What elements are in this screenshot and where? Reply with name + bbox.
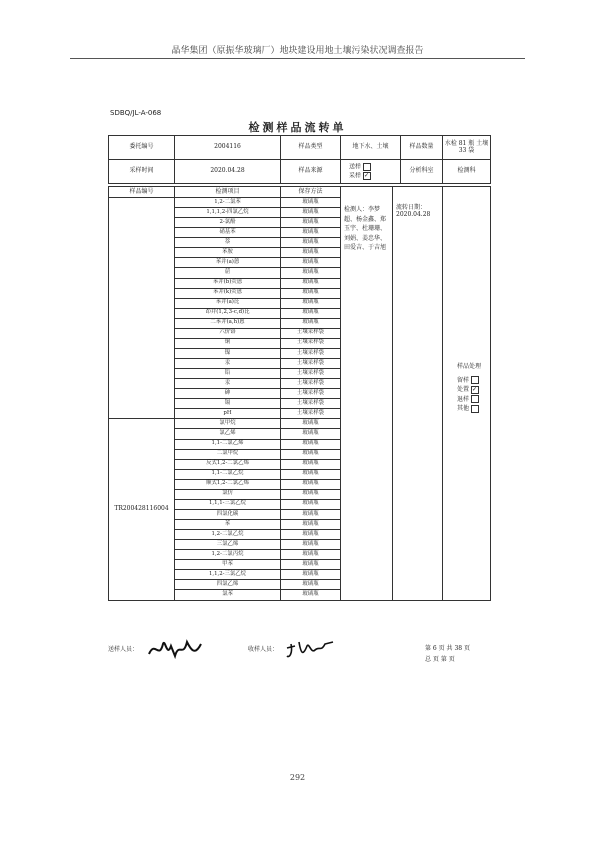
method-cell: 玻璃瓶: [281, 268, 341, 278]
method-cell: 玻璃瓶: [281, 258, 341, 268]
checkbox-send[interactable]: [363, 163, 371, 171]
item-cell: 䓛: [175, 268, 281, 278]
source-label: 样品来源: [281, 160, 341, 184]
method-cell: 土壤采样袋: [281, 409, 341, 419]
method-cell: 玻璃瓶: [281, 198, 341, 208]
item-cell: 1,1-二氯乙烷: [175, 469, 281, 479]
method-cell: 玻璃瓶: [281, 570, 341, 580]
transfer-date-cell: [393, 187, 443, 601]
method-cell: 玻璃瓶: [281, 298, 341, 308]
item-cell: 氯苯: [175, 590, 281, 600]
transfer-date: 2020.04.28: [396, 210, 431, 218]
source-send-label: 送样: [349, 163, 362, 171]
processing-option-label: 处置: [457, 386, 470, 394]
item-cell: 二氯甲烷: [175, 449, 281, 459]
item-cell: 镉: [175, 399, 281, 409]
method-cell: 玻璃瓶: [281, 499, 341, 509]
method-cell: 玻璃瓶: [281, 550, 341, 560]
method-cell: 土壤采样袋: [281, 389, 341, 399]
processing-option-label: 留样: [457, 376, 470, 384]
item-cell: 汞: [175, 379, 281, 389]
method-cell: 玻璃瓶: [281, 540, 341, 550]
processing-option: [457, 404, 490, 414]
method-cell: 玻璃瓶: [281, 580, 341, 590]
item-cell: 茚并(1,2,3-c,d)芘: [175, 308, 281, 318]
item-cell: 四氯化碳: [175, 509, 281, 519]
method-cell: 玻璃瓶: [281, 459, 341, 469]
method-cell: 玻璃瓶: [281, 520, 341, 530]
form-title: 检测样品流转单: [248, 121, 347, 134]
processing-option-label: 退样: [457, 395, 470, 403]
item-cell: 反式1,2-二氯乙烯: [175, 459, 281, 469]
processing-option: [457, 376, 490, 386]
item-cell: 1,1-二氯乙烯: [175, 439, 281, 449]
item-cell: 1,2-二氯乙烷: [175, 530, 281, 540]
item-cell: 1,2-二氯苯: [175, 198, 281, 208]
method-cell: 玻璃瓶: [281, 429, 341, 439]
method-cell: 玻璃瓶: [281, 560, 341, 570]
processing-checkbox[interactable]: [471, 395, 479, 403]
item-cell: 苯并(k)荧蒽: [175, 288, 281, 298]
item-cell: 二苯并(a,h)蒽: [175, 318, 281, 328]
qty-label: 样品数量: [401, 136, 443, 160]
method-cell: 玻璃瓶: [281, 278, 341, 288]
method-cell: 玻璃瓶: [281, 530, 341, 540]
qty: 水检 81 瓶 土壤 33 袋: [443, 136, 491, 160]
item-cell: 1,1,1,2-四氯乙烷: [175, 208, 281, 218]
item-cell: 顺式1,2-二氯乙烯: [175, 479, 281, 489]
method-cell: 土壤采样袋: [281, 379, 341, 389]
item-cell: 苯并(a)芘: [175, 298, 281, 308]
item-cell: 六价铬: [175, 328, 281, 338]
processing-option: [457, 385, 490, 395]
page-number: 292: [289, 773, 306, 782]
date-label: 采样时间: [109, 160, 175, 184]
item-cell: 苯并(b)荧蒽: [175, 278, 281, 288]
sample-type-label: 样品类型: [281, 136, 341, 160]
transfer-date-label: 流转日期：: [396, 204, 427, 211]
method-cell: 玻璃瓶: [281, 419, 341, 429]
item-cell: 汞: [175, 359, 281, 369]
item-cell: 苯胺: [175, 248, 281, 258]
item-cell: 甲苯: [175, 560, 281, 570]
document-number: SDBQ/JL-A-068: [110, 109, 162, 117]
method-cell: 玻璃瓶: [281, 208, 341, 218]
sample-type: 地下水、土壤: [341, 136, 401, 160]
processing-checkbox[interactable]: [471, 405, 479, 413]
item-cell: pH: [175, 409, 281, 419]
source-options: [341, 160, 401, 184]
item-cell: 氯乙烯: [175, 429, 281, 439]
processing-cell: [443, 187, 491, 601]
item-cell: 1,1,1-三氯乙烷: [175, 499, 281, 509]
item-cell: 1,2-二氯丙烷: [175, 550, 281, 560]
method-cell: 土壤采样袋: [281, 369, 341, 379]
item-cell: 三氯乙烯: [175, 540, 281, 550]
method-cell: 玻璃瓶: [281, 248, 341, 258]
item-cell: 2-氯酚: [175, 218, 281, 228]
method-cell: 土壤采样袋: [281, 348, 341, 358]
item-cell: 苯: [175, 520, 281, 530]
item-cell: 砷: [175, 389, 281, 399]
client-id-label: 委托编号: [109, 136, 175, 160]
method-cell: 玻璃瓶: [281, 288, 341, 298]
report-header: 晶华集团（原振华玻璃厂）地块建设用地土壤污染状况调查报告: [171, 46, 424, 56]
item-cell: 四氯乙烯: [175, 580, 281, 590]
method-cell: 玻璃瓶: [281, 439, 341, 449]
transferor-signature: [145, 636, 205, 662]
info-table: [108, 135, 491, 184]
sample-table: [108, 186, 491, 601]
method-cell: 玻璃瓶: [281, 489, 341, 499]
header-divider: [70, 58, 525, 59]
dept-label: 分析科室: [401, 160, 443, 184]
page-info: 第 6 页 共 38 页: [425, 645, 470, 652]
item-cell: 镍: [175, 348, 281, 358]
source-collect-label: 采样: [349, 172, 362, 179]
method-cell: 玻璃瓶: [281, 308, 341, 318]
sample-no-cell: TR200428116004: [109, 419, 175, 600]
method-cell: 玻璃瓶: [281, 449, 341, 459]
item-cell: 铜: [175, 338, 281, 348]
sample-no-cell-empty: [109, 198, 175, 419]
method-cell: 玻璃瓶: [281, 590, 341, 600]
method-cell: 玻璃瓶: [281, 509, 341, 519]
method-cell: 玻璃瓶: [281, 218, 341, 228]
item-cell: 氯仿: [175, 489, 281, 499]
checkbox-collect[interactable]: ✓: [364, 171, 370, 179]
processing-title: 样品处理: [457, 363, 482, 370]
processing-checkbox[interactable]: ✓: [472, 385, 478, 393]
receiver-label: 收样人员：: [248, 646, 279, 653]
item-cell: 苯并(a)蒽: [175, 258, 281, 268]
method-cell: 玻璃瓶: [281, 469, 341, 479]
processing-checkbox[interactable]: [471, 376, 479, 384]
item-cell: 铅: [175, 369, 281, 379]
processing-option: [457, 395, 490, 405]
client-id: 2004116: [175, 136, 281, 160]
method-cell: 玻璃瓶: [281, 228, 341, 238]
col-method: 保存方法: [281, 187, 341, 198]
sample-date: 2020.04.28: [175, 160, 281, 184]
method-cell: 土壤采样袋: [281, 328, 341, 338]
receiver-signature: [283, 636, 338, 660]
method-cell: 土壤采样袋: [281, 399, 341, 409]
method-cell: 玻璃瓶: [281, 238, 341, 248]
testers: 检测人：李梦超、杨金鑫、郑玉宇、杜珊珊、刘娟、姜忠华、田爱吉、于吉旭: [341, 187, 393, 601]
item-cell: 1,1,2-三氯乙烷: [175, 570, 281, 580]
dept: 检测科: [443, 160, 491, 184]
item-cell: 硝基苯: [175, 228, 281, 238]
method-cell: 玻璃瓶: [281, 318, 341, 328]
method-cell: 土壤采样袋: [281, 359, 341, 369]
item-cell: 萘: [175, 238, 281, 248]
method-cell: 土壤采样袋: [281, 338, 341, 348]
transferor-label: 送样人员：: [108, 646, 139, 653]
processing-option-label: 其他: [457, 405, 470, 413]
item-cell: 氯甲烷: [175, 419, 281, 429]
col-item: 检测项目: [175, 187, 281, 198]
col-sample-no: 样品编号: [109, 187, 175, 198]
total-info: 总 页 第 页: [425, 656, 455, 663]
method-cell: 玻璃瓶: [281, 479, 341, 489]
